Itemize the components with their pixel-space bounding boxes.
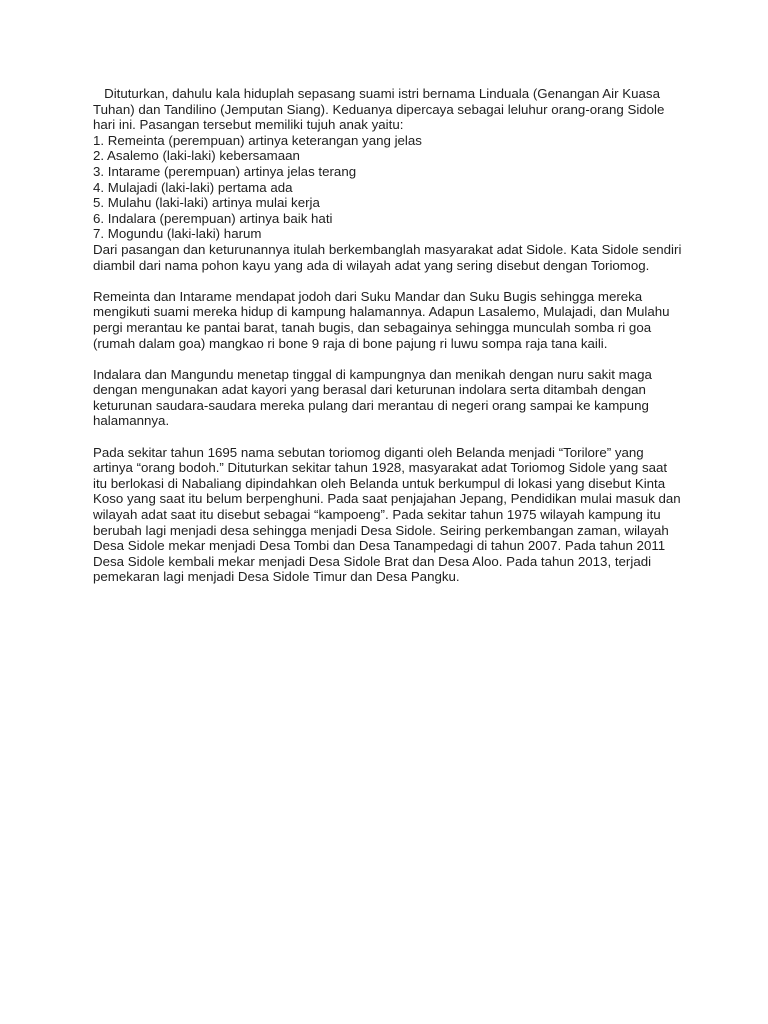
children-list <box>93 133 683 242</box>
settlement-paragraph: Indalara dan Mangundu menetap tinggal di kampungnya dan menikah dengan nuru sakit maga dengan mengunakan adat kayori yang berasal dari keturunan indolara serta ditambah dengan keturunan saudara-saudara mereka pulang dari merantau di negeri orang sampai ke kampung halamannya. <box>93 366 656 429</box>
list-item: 6. Indalara (perempuan) artinya baik hati <box>93 210 333 226</box>
paragraph-spacer <box>93 429 683 445</box>
origin-paragraph: Dari pasangan dan keturunannya itulah berkembanglah masyarakat adat Sidole. Kata Sidole sendiri diambil dari nama pohon kayu yang ada di wilayah adat yang sering disebut dengan Toriomog. <box>93 241 686 273</box>
history-paragraph: Pada sekitar tahun 1695 nama sebutan toriomog diganti oleh Belanda menjadi “Torilore” yang artinya “orang bodoh.” Dituturkan sekitar tahun 1928, masyarakat adat Toriomog Sidole yang saat itu berlokasi di Nabaliang dipindahkan oleh Belanda untuk berkumpul di lokasi yang disebut Kinta Koso yang saat itu belum berpenghuni. Pada saat penjajahan Jepang, Pendidikan mulai masuk dan wilayah adat saat itu disebut sebagai “kampoeng”. Pada sekitar tahun 1975 wilayah kampung itu berubah lagi menjadi desa sehingga menjadi Desa Sidole. Seiring perkembangan zaman, wilayah Desa Sidole mekar menjadi Desa Tombi dan Desa Tanampedagi di tahun 2007. Pada tahun 2011 Desa Sidole kembali mekar menjadi Desa Sidole Brat dan Desa Aloo. Pada tahun 2013, terjadi pemekaran lagi menjadi Desa Sidole Timur dan Desa Pangku. <box>93 444 685 585</box>
list-item: 1. Remeinta (perempuan) artinya keterangan yang jelas <box>93 132 422 148</box>
list-item: 4. Mulajadi (laki-laki) pertama ada <box>93 179 293 195</box>
document-body <box>93 86 686 585</box>
marriage-paragraph: Remeinta dan Intarame mendapat jodoh dari Suku Mandar dan Suku Bugis sehingga mereka mengikuti suami mereka hidup di kampung halamannya. Adapun Lasalemo, Mulajadi, dan Mulahu pergi merantau ke pantai barat, tanah bugis, dan sebagainya sehingga munculah somba ri goa (rumah dalam goa) mangkao ri bone 9 raja di bone pajung ri luwu sompa raja tana kaili. <box>93 288 674 351</box>
list-item: 7. Mogundu (laki-laki) harum <box>93 226 262 242</box>
list-item: 2. Asalemo (laki-laki) kebersamaan <box>93 148 300 164</box>
paragraph-spacer <box>93 273 683 289</box>
paragraph-spacer <box>93 351 683 367</box>
list-item: 3. Intarame (perempuan) artinya jelas terang <box>93 163 357 179</box>
list-item: 5. Mulahu (laki-laki) artinya mulai kerja <box>93 195 320 211</box>
intro-paragraph: Dituturkan, dahulu kala hiduplah sepasang suami istri bernama Linduala (Genangan Air Kuasa Tuhan) dan Tandilino (Jemputan Siang). Keduanya dipercaya sebagai leluhur orang-orang Sidole hari ini. Pasangan tersebut memiliki tujuh anak yaitu: <box>93 86 669 133</box>
